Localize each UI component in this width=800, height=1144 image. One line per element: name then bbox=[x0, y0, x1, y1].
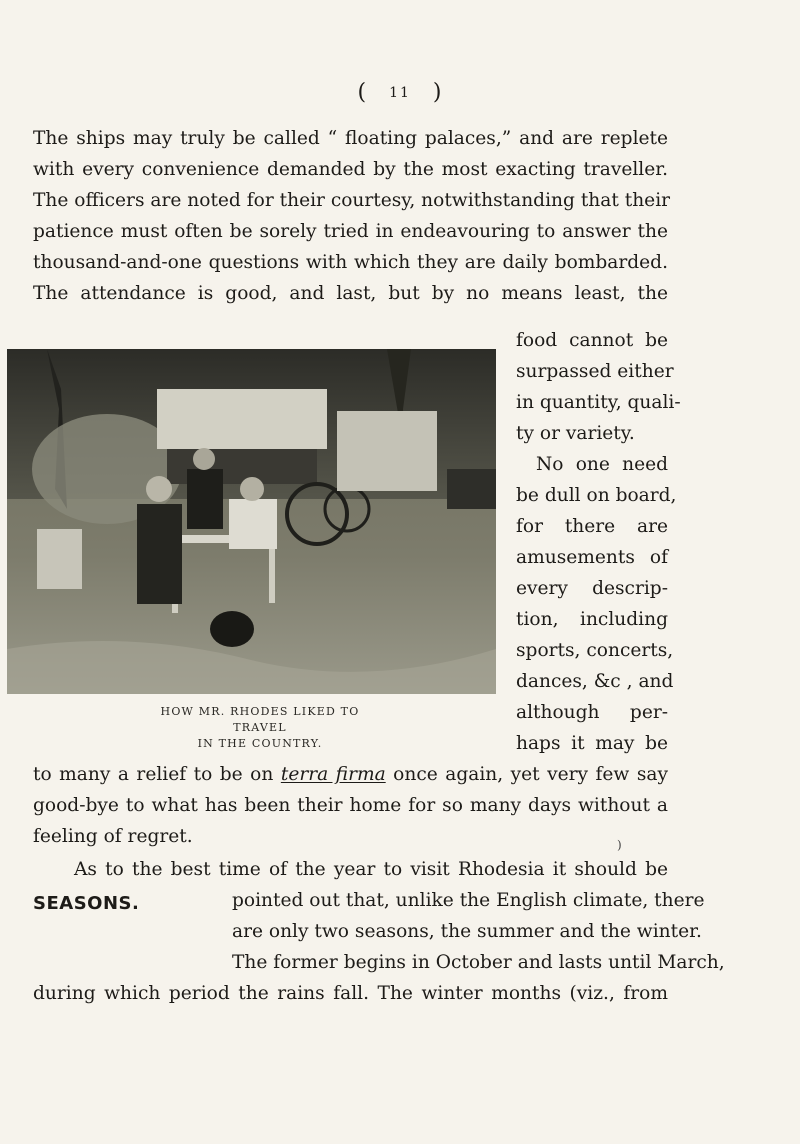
side-line: sports, concerts, bbox=[516, 640, 674, 661]
side-line: every descrip- bbox=[516, 578, 668, 599]
body-line: The ships may truly be called “ floating palaces,” and are replete bbox=[33, 128, 668, 149]
page-number: ( 11 ) bbox=[357, 80, 443, 105]
stray-mark: ) bbox=[617, 838, 622, 852]
photograph-drawing bbox=[7, 349, 496, 694]
body-line: during which period the rains fall. The winter months (viz., from bbox=[33, 983, 668, 1004]
side-line: surpassed either bbox=[516, 361, 674, 382]
body-line: pointed out that, unlike the English climate, there bbox=[232, 890, 705, 911]
side-line: haps it may be bbox=[516, 733, 668, 754]
body-line: The former begins in October and lasts until March, bbox=[232, 952, 725, 973]
body-line: with every convenience demanded by the most exacting traveller. bbox=[33, 159, 668, 180]
side-line: amusements of bbox=[516, 547, 668, 568]
side-line: for there are bbox=[516, 516, 668, 537]
body-line: good-bye to what has been their home for so many days without a bbox=[33, 795, 668, 816]
italic-term: terra firma bbox=[280, 764, 386, 785]
side-line: ty or variety. bbox=[516, 423, 635, 444]
body-line: are only two seasons, the summer and the winter. bbox=[232, 921, 702, 942]
caption-line: HOW MR. RHODES LIKED TO TRAVEL bbox=[160, 705, 360, 734]
photo-caption bbox=[140, 704, 380, 752]
caption-line: IN THE COUNTRY. bbox=[197, 737, 323, 750]
side-line: food cannot be bbox=[516, 330, 668, 351]
section-heading-seasons: SEASONS. bbox=[33, 893, 140, 914]
page-number-value: 11 bbox=[389, 85, 411, 101]
photograph-rhodes-travel bbox=[7, 349, 496, 694]
side-line: dances, &c , and bbox=[516, 671, 674, 692]
side-line: No one need bbox=[536, 454, 668, 475]
body-line: thousand-and-one questions with which they are daily bombarded. bbox=[33, 252, 668, 273]
body-line: feeling of regret. bbox=[33, 826, 193, 847]
side-line: be dull on board, bbox=[516, 485, 677, 506]
side-line: although per- bbox=[516, 702, 668, 723]
body-line: patience must often be sorely tried in endeavouring to answer the bbox=[33, 221, 668, 242]
body-line: The officers are noted for their courtesy, notwithstanding that their bbox=[33, 190, 671, 211]
body-line: As to the best time of the year to visit Rhodesia it should be bbox=[74, 859, 668, 880]
body-line: to many a relief to be on terra firma once again, yet very few say bbox=[33, 764, 668, 785]
body-line: The attendance is good, and last, but by no means least, the bbox=[33, 283, 668, 304]
side-line: tion, including bbox=[516, 609, 668, 630]
side-line: in quantity, quali- bbox=[516, 392, 681, 413]
